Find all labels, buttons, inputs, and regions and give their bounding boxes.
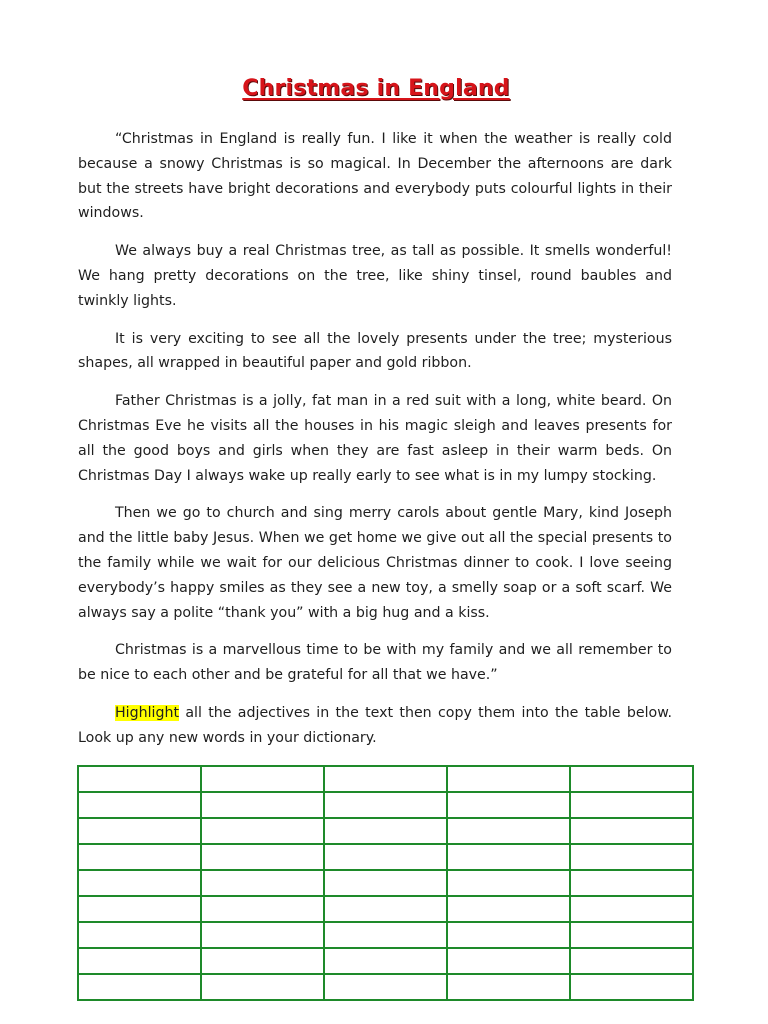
- table-cell[interactable]: [570, 948, 693, 974]
- table-cell[interactable]: [201, 844, 324, 870]
- table-cell[interactable]: [201, 818, 324, 844]
- table-cell[interactable]: [78, 870, 201, 896]
- table-cell[interactable]: [201, 870, 324, 896]
- table-cell[interactable]: [447, 948, 570, 974]
- table-cell[interactable]: [324, 792, 447, 818]
- table-cell[interactable]: [570, 766, 693, 792]
- table-cell[interactable]: [570, 922, 693, 948]
- table-row: [78, 792, 693, 818]
- table-cell[interactable]: [201, 974, 324, 1000]
- paragraph-6: Christmas is a marvellous time to be with my family and we all remember to be nice to each other and be grateful for all that we have.”: [78, 642, 672, 684]
- table-cell[interactable]: [78, 818, 201, 844]
- table-cell[interactable]: [570, 870, 693, 896]
- table-cell[interactable]: [447, 792, 570, 818]
- table-row: [78, 844, 693, 870]
- paragraph-5: Then we go to church and sing merry carols about gentle Mary, kind Joseph and the little baby Jesus. When we get home we give out all the special presents to the family while we wait for our delicious Christmas dinner to cook. I love seeing everybody’s happy smiles as they see a new toy, a smelly soap or a soft scarf. We always say a polite “thank you” with a big hug and a kiss.: [78, 505, 672, 621]
- table-cell[interactable]: [447, 818, 570, 844]
- table-cell[interactable]: [201, 896, 324, 922]
- table-cell[interactable]: [570, 896, 693, 922]
- table-row: [78, 766, 693, 792]
- table-row: [78, 948, 693, 974]
- table-row: [78, 818, 693, 844]
- table-cell[interactable]: [447, 844, 570, 870]
- table-cell[interactable]: [78, 948, 201, 974]
- instruction-text: all the adjectives in the text then copy them into the table below. Look up any new words in your dictionary.: [78, 704, 672, 746]
- table-row: [78, 974, 693, 1000]
- highlight-keyword: Highlight: [115, 704, 180, 721]
- table-cell[interactable]: [78, 792, 201, 818]
- table-cell[interactable]: [78, 766, 201, 792]
- table-cell[interactable]: [324, 844, 447, 870]
- table-cell[interactable]: [78, 896, 201, 922]
- table-cell[interactable]: [447, 974, 570, 1000]
- table-cell[interactable]: [324, 948, 447, 974]
- table-cell[interactable]: [78, 844, 201, 870]
- adjectives-table: [77, 765, 694, 1001]
- table-cell[interactable]: [447, 922, 570, 948]
- table-cell[interactable]: [447, 870, 570, 896]
- table-cell[interactable]: [201, 766, 324, 792]
- paragraph-1: “Christmas in England is really fun. I like it when the weather is really cold because a snowy Christmas is so magical. In December the afternoons are dark but the streets have bright decorations and everybody puts colourful lights in their windows.: [78, 131, 672, 222]
- table-row: [78, 870, 693, 896]
- table-cell[interactable]: [201, 922, 324, 948]
- page-title: Christmas in England: [242, 76, 510, 101]
- paragraph-3: It is very exciting to see all the lovely presents under the tree; mysterious shapes, all wrapped in beautiful paper and gold ribbon.: [78, 330, 672, 372]
- instruction-paragraph: [78, 701, 672, 751]
- table-cell[interactable]: [324, 766, 447, 792]
- table-cell[interactable]: [324, 870, 447, 896]
- paragraph-2: We always buy a real Christmas tree, as tall as possible. It smells wonderful! We hang pretty decorations on the tree, like shiny tinsel, round baubles and twinkly lights.: [78, 243, 672, 309]
- story-text: [78, 127, 672, 764]
- table-cell[interactable]: [324, 818, 447, 844]
- table-cell[interactable]: [324, 922, 447, 948]
- table-cell[interactable]: [447, 896, 570, 922]
- adjectives-table-body: [78, 766, 693, 1000]
- table-cell[interactable]: [201, 948, 324, 974]
- table-cell[interactable]: [78, 922, 201, 948]
- table-cell[interactable]: [570, 844, 693, 870]
- table-cell[interactable]: [324, 896, 447, 922]
- table-cell[interactable]: [570, 792, 693, 818]
- table-cell[interactable]: [447, 766, 570, 792]
- table-cell[interactable]: [570, 974, 693, 1000]
- table-row: [78, 896, 693, 922]
- paragraph-4: Father Christmas is a jolly, fat man in a red suit with a long, white beard. On Christmas Eve he visits all the houses in his magic sleigh and leaves presents for all the good boys and girls when they are fast asleep in their warm beds. On Christmas Day I always wake up really early to see what is in my lumpy stocking.: [78, 393, 672, 484]
- table-row: [78, 922, 693, 948]
- table-cell[interactable]: [78, 974, 201, 1000]
- table-cell[interactable]: [324, 974, 447, 1000]
- table-cell[interactable]: [570, 818, 693, 844]
- table-cell[interactable]: [201, 792, 324, 818]
